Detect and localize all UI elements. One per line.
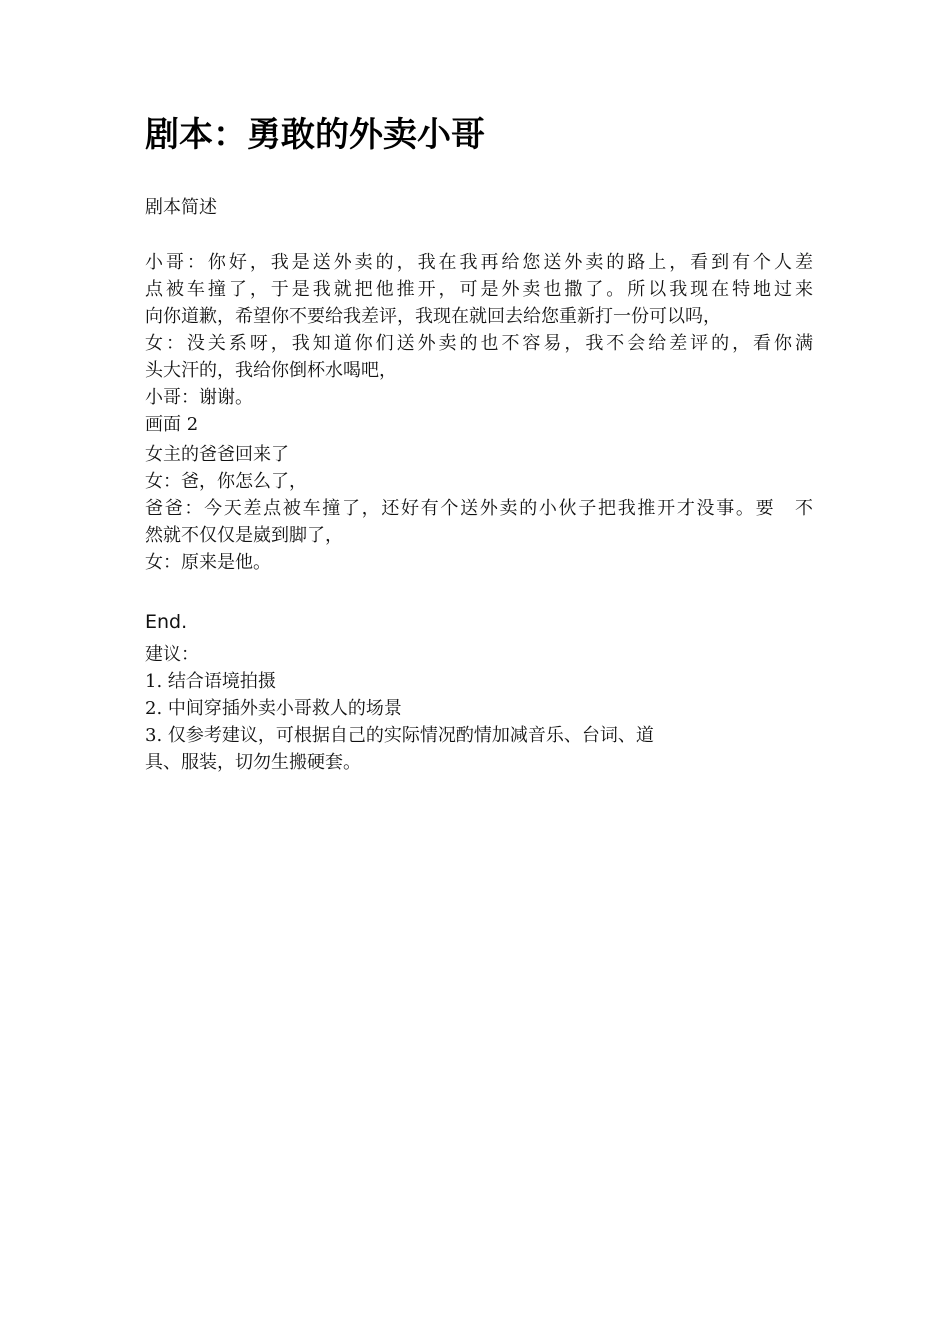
script-block-scene-2: [145, 441, 813, 576]
script-line: 女主的爸爸回来了: [145, 444, 289, 465]
script-line: 小哥：你好，我是送外卖的，我在我再给您送外卖的路上，看到有个人差: [145, 252, 813, 273]
script-line: 女：原来是他。: [145, 552, 271, 573]
end-marker: End.: [145, 611, 188, 633]
suggestion-item: 2. 中间穿插外卖小哥救人的场景: [145, 698, 402, 719]
script-block-scene-1: [145, 249, 813, 411]
script-line: 然就不仅仅是崴到脚了，: [145, 525, 343, 546]
script-line: 头大汗的，我给你倒杯水喝吧，: [145, 360, 397, 381]
suggestion-item: 具、服装，切勿生搬硬套。: [145, 752, 361, 773]
scene-2-heading: 画面 2: [145, 414, 199, 435]
suggestions-heading: 建议：: [145, 644, 199, 665]
script-line: 点被车撞了，于是我就把他推开，可是外卖也撒了。所以我现在特地过来: [145, 279, 813, 300]
script-line: 女：爸，你怎么了，: [145, 471, 307, 492]
script-line: 女：没关系呀，我知道你们送外卖的也不容易，我不会给差评的，看你满: [145, 333, 813, 354]
script-line: 向你道歉，希望你不要给我差评，我现在就回去给您重新打一份可以吗，: [145, 306, 721, 327]
script-line: 小哥：谢谢。: [145, 387, 253, 408]
suggestion-item: 1. 结合语境拍摄: [145, 671, 276, 692]
script-line: 爸爸：今天差点被车撞了，还好有个送外卖的小伙子把我推开才没事。要 不: [145, 498, 813, 519]
summary-heading: 剧本简述: [145, 197, 217, 218]
suggestions-list: [145, 668, 813, 776]
document-title: 剧本：勇敢的外卖小哥: [145, 115, 485, 155]
suggestion-item: 3. 仅参考建议，可根据自己的实际情况酌情加减音乐、台词、道: [145, 725, 654, 746]
